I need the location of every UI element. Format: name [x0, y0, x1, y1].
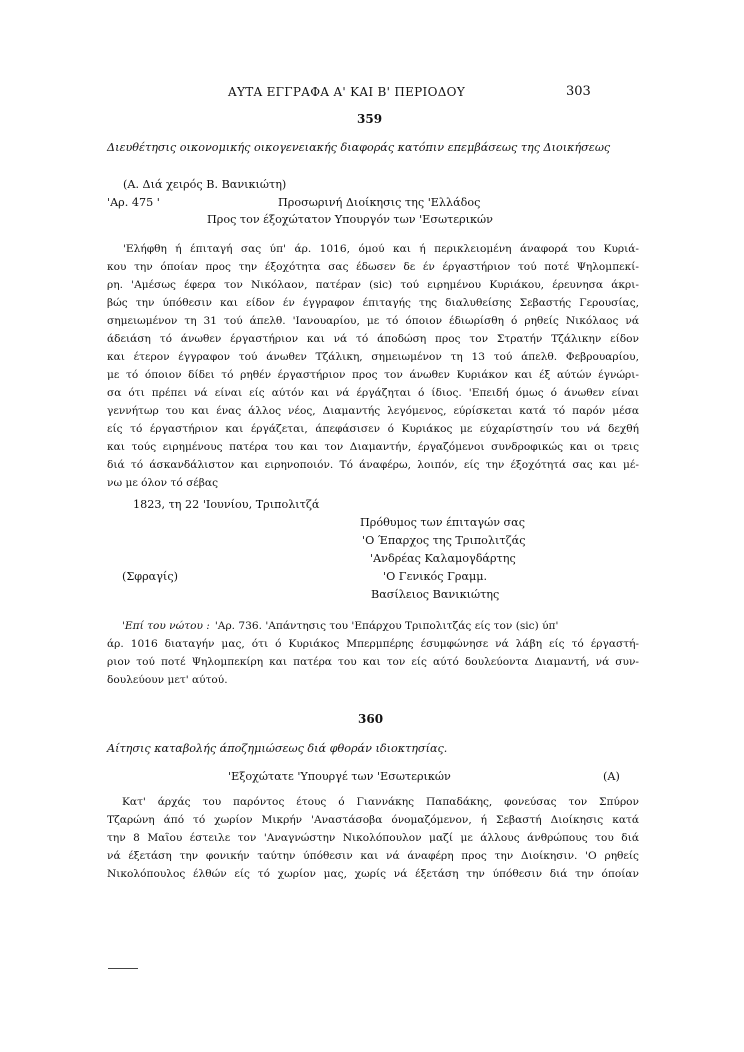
body-line: νω με όλον τό σέβας [107, 477, 219, 489]
verso-line: ριον τού ποτέ Ψηλομπεκίρη και πατέρα του και τον είς αύτό δουλεύοντα Διαμαντή, νά συν- [107, 656, 639, 668]
body-line: νά έξετάση την φονικήν ταύτην ύπόθεσιν και νά άναφέρη προς την Διοίκησιν. 'Ο ρηθείς [107, 850, 639, 862]
recipient-line-2: Προς τον έξοχώτατον Υπουργόν των 'Εσωτερικών [207, 213, 493, 226]
body-line: βώς την ύπόθεσιν και είδον έν έγγραφον έπιταγής της διαλυθείσης Σεβαστής Γερουσίας, [107, 297, 639, 309]
body-line: σα ότι πρέπει νά είναι είς αύτόν και νά έργάζηται ό ίδιος. 'Επειδή όμως ό άνωθεν είναι [107, 387, 639, 399]
document-title: Διευθέτησις οικονομικής οικογενειακής διαφοράς κατόπιν επεμβάσεως της Διοικήσεως [107, 141, 611, 154]
verso-label: 'Επί του νώτου : [122, 620, 210, 632]
signature-line: Πρόθυμος των έπιταγών σας [360, 516, 526, 529]
date-place: 1823, τη 22 'Ιουνίου, Τριπολιτζά [133, 498, 320, 511]
body-line: είς τό έργαστήριον και έργάζεται, άπεφάσισεν ό Κυριάκος με εύχαρίστησίν του νά δεχθή [107, 423, 639, 435]
body-line: Κατ' άρχάς του παρόντος έτους ό Γιαννάκης Παπαδάκης, φονεύσας τον Σπύρον [122, 796, 639, 808]
body-line: Νικολόπουλος έλθών είς τό χωρίον μας, χωρίς νά έξετάση την ύπόθεσιν διά την όποίαν [107, 868, 639, 880]
body-line: με τό όποιον δίδει τό ρηθέν έργαστήριον προς τον άνωθεν Κυριάκον και έξ αύτών έγνώρι- [107, 369, 639, 381]
verso-line: δουλεύουν μετ' αύτού. [107, 674, 228, 686]
body-line: την 8 Μαΐου έστειλε τον 'Αναγνώστην Νικολόπουλον μαζί με άλλους άνθρώπους του διά [107, 832, 639, 844]
signature-line: Βασίλειος Βανικιώτης [371, 588, 500, 601]
signature-line: 'Ο Γενικός Γραμμ. [383, 570, 488, 583]
verso-line: άρ. 1016 διαταγήν μας, ότι ό Κυριάκος Μπερμπέρης έσυμφώνησε νά λάβη είς τό έργαστή- [107, 638, 639, 650]
recipient-line-1: Προσωρινή Διοίκησις της 'Ελλάδος [278, 196, 481, 209]
seal-note: (Σφραγίς) [122, 570, 178, 583]
hand-note: (Α. Διά χειρός Β. Βανικιώτη) [123, 178, 287, 191]
verso-text: 'Αρ. 736. 'Απάντησις του 'Επάρχου Τριπολιτζάς είς τον (sic) ύπ' [214, 620, 559, 632]
body-line: άδειάση τό άνωθεν έργαστήριον και νά τό άποδώση προς τον Στρατήν Τζάλικην είδον [107, 333, 639, 345]
document-label: (Α) [603, 770, 620, 783]
body-line: ρη. 'Αμέσως έφερα τον Νικόλαον, πατέραν (sic) τού ειρημένου Κυριάκου, έρευνησα άκρι- [107, 279, 639, 291]
body-line: και τούς ειρημένους πατέρα του και τον Διαμαντήν, έργαζόμενοι συνδροφικώς και οι τρεις [107, 441, 639, 453]
signature-line: 'Ο Έπαρχος της Τριπολιτζάς [362, 534, 526, 547]
page-number: 303 [566, 84, 591, 99]
body-line: κου την όποίαν προς την έξοχότητα σας έδωσεν δε έν έργαστήριον τού ποτέ Ψηλομπεκί- [107, 261, 639, 273]
body-line: σημειωμένον τη 31 τού άπελθ. 'Ιανουαρίου, με τό όποιον έδιωρίσθη ό ρηθείς Νικόλαος νά [107, 315, 639, 327]
body-line: γεννήτωρ του και ένας άλλος νέος, Διαμαντής λεγόμενος, εύρίσκεται κατά τό παρόν μέσα [107, 405, 639, 417]
document-number: 359 [357, 112, 383, 126]
document-number: 360 [358, 712, 384, 726]
salutation: 'Εξοχώτατε 'Υπουργέ των 'Εσωτερικών [228, 770, 451, 783]
reference-number: 'Αρ. 475 ' [107, 196, 160, 209]
body-line: Τζαρώνη άπό τό χωρίον Μικρήν 'Αναστάσοβα όνομαζόμενον, ή Σεβαστή Διοίκησις κατά [107, 814, 639, 826]
signature-line: 'Ανδρέας Καλαμογδάρτης [370, 552, 516, 565]
document-title: Αίτησις καταβολής άποζημιώσεως διά φθοράν ιδιοκτησίας. [107, 742, 448, 755]
body-line: διά τό άσκανδάλιστον και ειρηνοποιόν. Τό άναφέρω, λοιπόν, είς την έξοχότητά σας και μέ- [107, 459, 639, 471]
body-line: 'Ελήφθη ή έπιταγή σας ύπ' άρ. 1016, όμού και ή περικλειομένη άναφορά του Κυριά- [123, 243, 639, 255]
verso-first-line [122, 620, 639, 632]
running-title: ΑΥΤΑ ΕΓΓΡΑΦΑ Α' ΚΑΙ Β' ΠΕΡΙΟΔΟΥ [228, 85, 466, 99]
body-line: και έτερον έγγραφον τού άνωθεν Τζάλικη, σημειωμένον τη 13 τού άπελθ. Φεβρουαρίου, [107, 351, 639, 363]
footer-rule [108, 968, 138, 969]
